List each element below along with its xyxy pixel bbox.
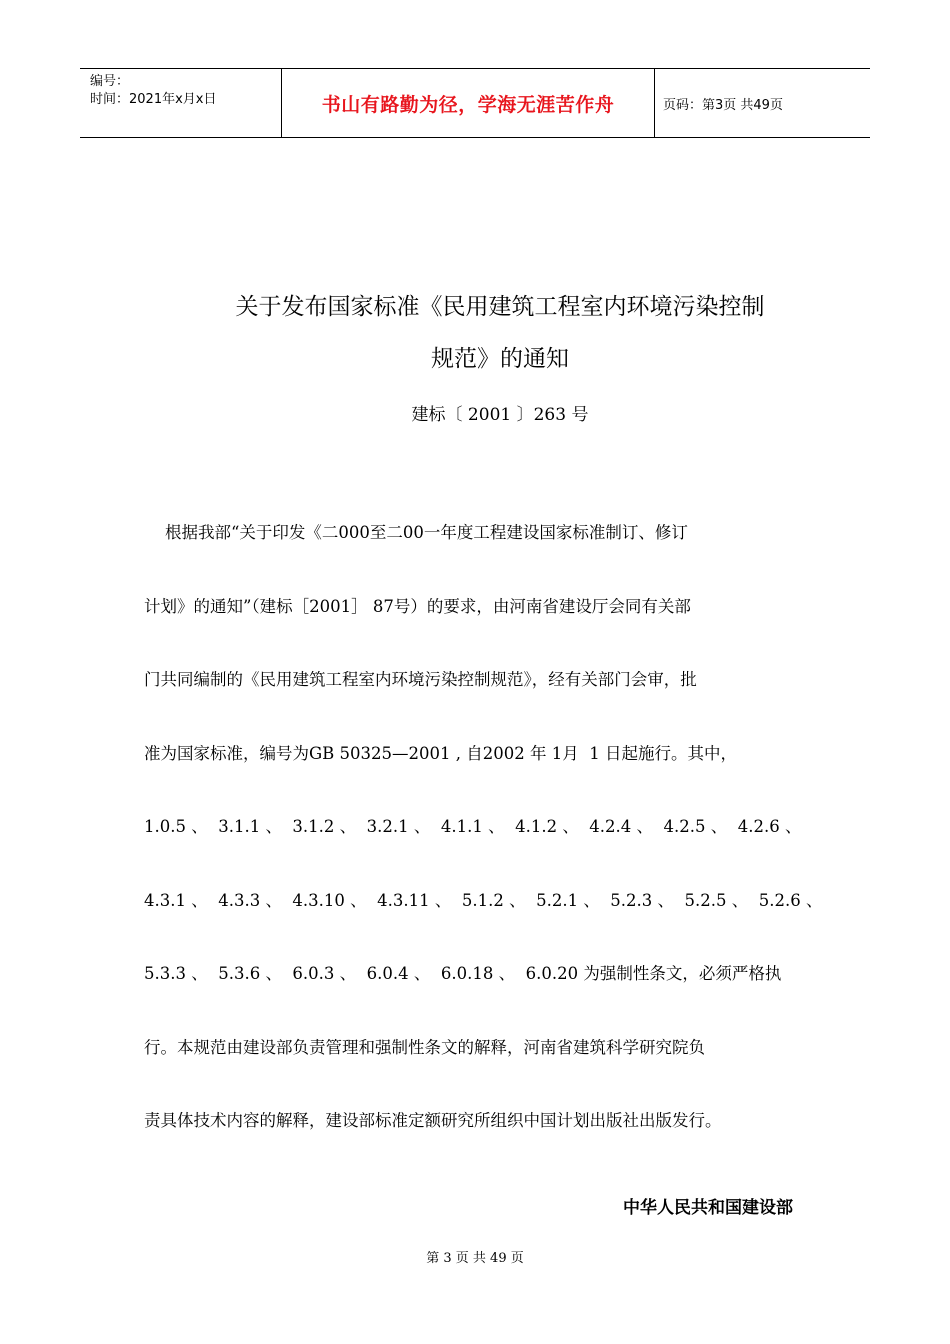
- body-line: 5.3.3 、 5.3.6 、 6.0.3 、 6.0.4 、 6.0.18 、 6.0.20 为强制性条文，必须严格执: [144, 964, 782, 983]
- page-footer: 第 3 页 共 49 页: [426, 1251, 524, 1266]
- body-line: 计划》的通知”（建标［2001］ 87号）的要求，由河南省建设厅会同有关部: [144, 596, 691, 616]
- body-line: 行。本规范由建设部负责管理和强制性条文的解释，河南省建筑科学研究院负: [144, 1037, 705, 1057]
- header-motto: 书山有路勤为径，学海无涯苦作舟: [282, 69, 655, 137]
- body-line: 责具体技术内容的解释，建设部标准定额研究所组织中国计划出版社出版发行。: [144, 1111, 722, 1130]
- body-line: 根据我部“关于印发《二000至二00一年度工程建设国家标准制订、修订: [144, 523, 688, 542]
- issuer-signature: 中华人民共和国建设部: [623, 1198, 793, 1218]
- page-header: [80, 68, 870, 138]
- body-line: 4.3.1 、 4.3.3 、 4.3.10 、 4.3.11 、 5.1.2 、 5.2.1 、 5.2.3 、 5.2.5 、 5.2.6 、: [144, 890, 823, 910]
- header-meta: [80, 69, 282, 137]
- document-title-line-1: 关于发布国家标准《民用建筑工程室内环境污染控制: [235, 294, 765, 320]
- header-page-info: 页码：第3页 共49页: [663, 97, 783, 113]
- document-number-label: 编号：: [90, 74, 130, 89]
- document-date-label: 时间：2021年x月x日: [90, 92, 217, 107]
- body-line: 1.0.5 、 3.1.1 、 3.1.2 、 3.2.1 、 4.1.1 、 4.1.2 、 4.2.4 、 4.2.5 、 4.2.6 、: [144, 817, 802, 836]
- body-line: 准为国家标准，编号为GB 50325—2001 , 自2002 年 1月 1 日起施行。其中，: [144, 743, 737, 763]
- document-body: [144, 472, 823, 1158]
- document-title-line-2: 规范》的通知: [431, 346, 569, 372]
- document-number: 建标〔 2001 〕263 号: [411, 405, 589, 425]
- body-line: 门共同编制的《民用建筑工程室内环境污染控制规范》，经有关部门会审，批: [144, 670, 697, 689]
